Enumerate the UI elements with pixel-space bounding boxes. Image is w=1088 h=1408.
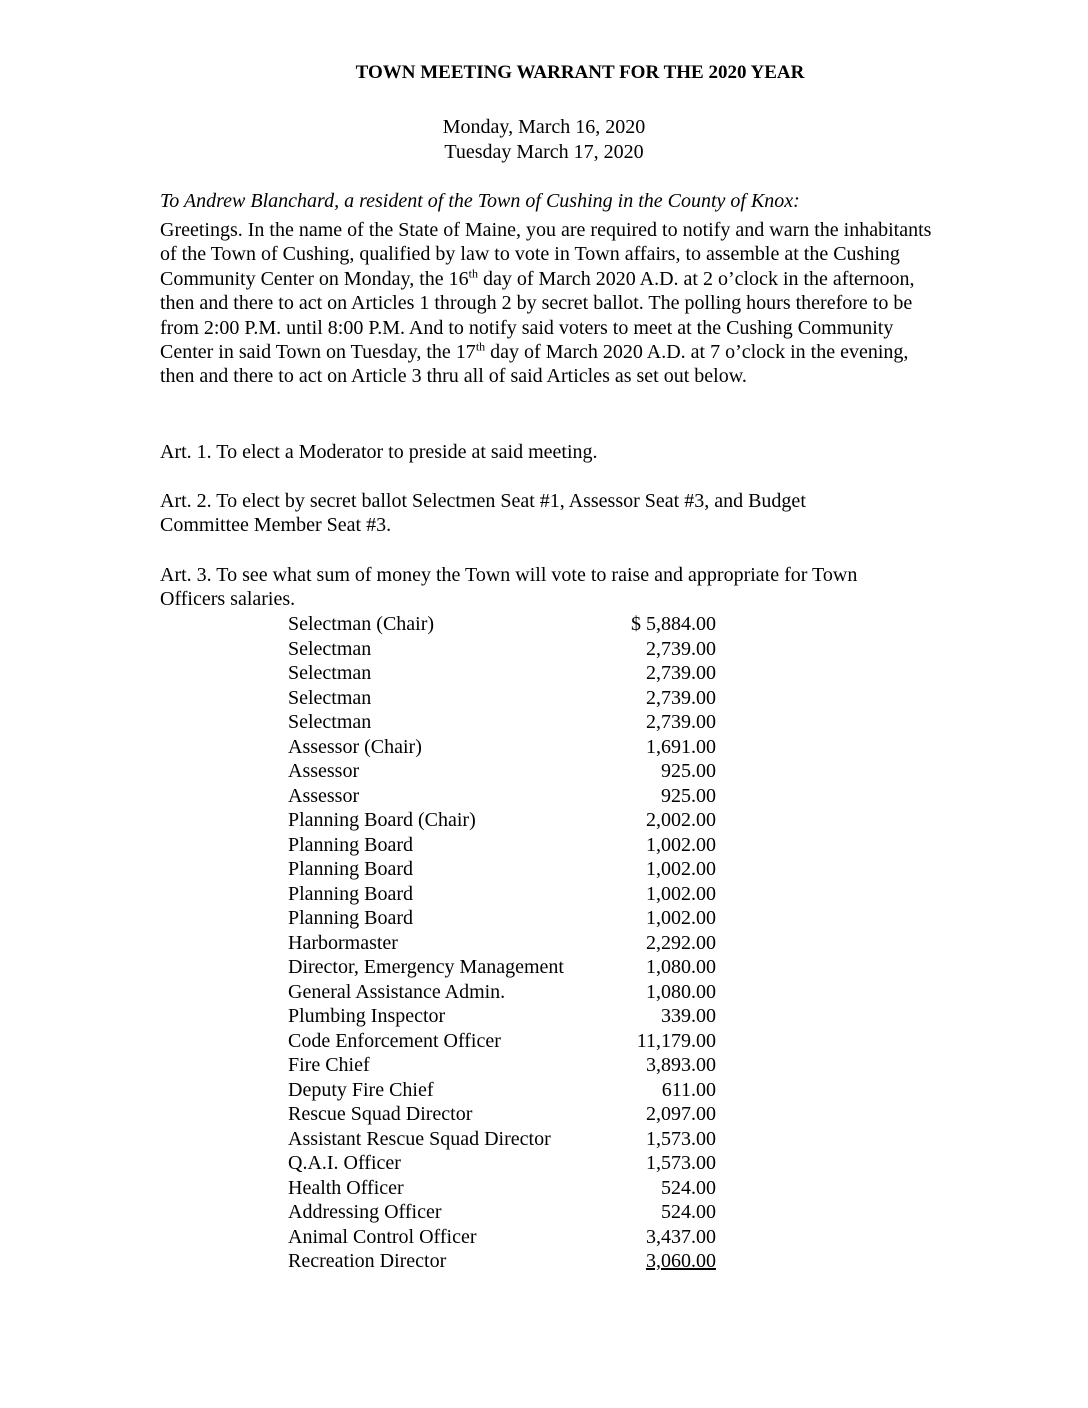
salary-row (288, 759, 716, 784)
salary-row (288, 1225, 716, 1250)
document-title: TOWN MEETING WARRANT FOR THE 2020 YEAR (355, 62, 805, 83)
salary-amount-cell (606, 1078, 716, 1103)
salary-amount: 524.00 (661, 1176, 716, 1199)
salary-amount: 2,002.00 (646, 809, 716, 831)
salary-position: Q.A.I. Officer (288, 1152, 401, 1174)
salary-amount-cell (606, 857, 716, 882)
salary-position: Animal Control Officer (288, 1225, 477, 1248)
salary-position: Fire Chief (288, 1054, 370, 1076)
salary-amount: 1,691.00 (646, 735, 716, 758)
salary-amount: 1,573.00 (646, 1127, 716, 1150)
salary-position: Selectman (288, 637, 372, 660)
greeting-text-3: day of March 2020 A.D. at 7 o’clock in the evening, then and there to act on Article 3 thru all of said Articles as set out below. (160, 341, 909, 388)
salary-amount-cell (606, 931, 716, 956)
salary-position: Selectman (288, 686, 372, 709)
salary-amount: 1,002.00 (646, 833, 716, 856)
salary-amount-cell (606, 784, 716, 809)
salary-row (288, 955, 716, 980)
salary-row (288, 710, 716, 735)
salary-position: Code Enforcement Officer (288, 1029, 501, 1052)
salary-row (288, 1029, 716, 1054)
salary-row (288, 637, 716, 662)
salary-table (288, 612, 716, 1274)
salary-row (288, 857, 716, 882)
salary-amount: 1,080.00 (646, 980, 716, 1003)
salary-row (288, 1249, 716, 1274)
salary-row (288, 882, 716, 907)
salary-amount-cell (606, 637, 716, 662)
salary-amount: 925.00 (661, 760, 716, 782)
salary-row (288, 1102, 716, 1127)
salary-position: Addressing Officer (288, 1201, 442, 1223)
salary-amount-cell (606, 686, 716, 711)
salary-amount: 3,060.00 (646, 1250, 716, 1272)
salary-position: Harbormaster (288, 931, 398, 954)
greeting-text-2: day of March 2020 A.D. at 2 o’clock in the afternoon, then and there to act on Articles 1 through 2 by secret ballot. The polling hours therefore to be from 2:00 P.M. until 8:00 P.M. And to notify said voters to meet at the Cushing Community Center in said Town on Tuesday, the 17 (160, 267, 915, 364)
salary-position: Rescue Squad Director (288, 1103, 473, 1125)
salary-amount: 524.00 (661, 1201, 716, 1223)
meeting-date-2: Tuesday March 17, 2020 (444, 141, 644, 163)
article-3: Art. 3. To see what sum of money the Town will vote to raise and appropriate for Town Officers salaries. (160, 564, 858, 611)
salary-amount: 2,739.00 (646, 686, 716, 709)
salary-amount: 339.00 (661, 1005, 716, 1027)
salary-amount-cell (606, 1151, 716, 1176)
salary-amount: 3,893.00 (646, 1054, 716, 1076)
salary-row (288, 1176, 716, 1201)
salary-amount-cell (606, 710, 716, 735)
salary-amount: 3,437.00 (646, 1225, 716, 1248)
salary-position: Selectman (288, 711, 372, 733)
salary-amount-cell (606, 882, 716, 907)
salary-position: Planning Board (Chair) (288, 809, 476, 831)
salary-row (288, 1151, 716, 1176)
salary-row (288, 1127, 716, 1152)
salary-position: Planning Board (288, 907, 413, 929)
salary-position: Recreation Director (288, 1250, 447, 1272)
salary-amount-cell (606, 1029, 716, 1054)
salary-amount: 1,002.00 (646, 882, 716, 905)
salary-amount-cell (606, 1053, 716, 1078)
salary-amount: 1,080.00 (646, 956, 716, 978)
salary-position: Assessor (Chair) (288, 735, 422, 758)
salary-row (288, 661, 716, 686)
salary-position: Selectman (288, 662, 372, 684)
greeting-paragraph (160, 218, 935, 389)
salary-amount-cell (606, 1004, 716, 1029)
salary-row (288, 612, 716, 637)
addressee-line: To Andrew Blanchard, a resident of the Town of Cushing in the County of Knox: (160, 190, 800, 212)
salary-amount-cell (606, 661, 716, 686)
salary-amount-cell (606, 1127, 716, 1152)
salary-amount: 1,573.00 (646, 1152, 716, 1174)
salary-position: Selectman (Chair) (288, 613, 435, 635)
salary-amount-cell (606, 1249, 716, 1274)
salary-row (288, 931, 716, 956)
salary-position: Assistant Rescue Squad Director (288, 1127, 551, 1150)
salary-amount-cell (606, 1225, 716, 1250)
salary-row (288, 1053, 716, 1078)
ordinal-suffix-2: th (475, 339, 486, 354)
salary-amount: 1,002.00 (646, 907, 716, 929)
salary-position: Assessor (288, 760, 360, 782)
salary-position: Planning Board (288, 882, 413, 905)
salary-position: Planning Board (288, 858, 413, 880)
salary-amount: 611.00 (661, 1078, 716, 1101)
salary-amount-cell (606, 808, 716, 833)
salary-row (288, 1004, 716, 1029)
salary-row (288, 1078, 716, 1103)
salary-amount-cell (606, 735, 716, 760)
salary-amount-cell (606, 1176, 716, 1201)
salary-amount: $ 5,884.00 (631, 613, 716, 635)
salary-amount: 2,097.00 (646, 1103, 716, 1125)
salary-table-body (288, 612, 716, 1274)
salary-position: Director, Emergency Management (288, 956, 564, 978)
salary-row (288, 808, 716, 833)
salary-row (288, 980, 716, 1005)
salary-amount-cell (606, 612, 716, 637)
salary-amount-cell (606, 955, 716, 980)
salary-position: Assessor (288, 784, 360, 807)
article-1: Art. 1. To elect a Moderator to preside at said meeting. (160, 441, 598, 463)
salary-amount: 2,739.00 (646, 662, 716, 684)
salary-row (288, 906, 716, 931)
salary-position: Plumbing Inspector (288, 1005, 446, 1027)
salary-amount: 925.00 (661, 784, 716, 807)
salary-row (288, 686, 716, 711)
salary-position: Planning Board (288, 833, 413, 856)
salary-amount: 2,739.00 (646, 711, 716, 733)
salary-row (288, 1200, 716, 1225)
salary-amount: 2,292.00 (646, 931, 716, 954)
salary-position: General Assistance Admin. (288, 980, 506, 1003)
salary-amount-cell (606, 759, 716, 784)
ordinal-suffix-1: th (468, 266, 479, 281)
salary-amount: 1,002.00 (646, 858, 716, 880)
salary-amount-cell (606, 833, 716, 858)
salary-row (288, 833, 716, 858)
salary-position: Health Officer (288, 1176, 404, 1199)
salary-amount: 11,179.00 (636, 1029, 716, 1052)
salary-amount-cell (606, 1102, 716, 1127)
salary-amount-cell (606, 980, 716, 1005)
salary-position: Deputy Fire Chief (288, 1078, 434, 1101)
meeting-date-1: Monday, March 16, 2020 (442, 116, 646, 138)
salary-amount-cell (606, 906, 716, 931)
salary-row (288, 784, 716, 809)
salary-amount: 2,739.00 (646, 637, 716, 660)
article-2: Art. 2. To elect by secret ballot Selectmen Seat #1, Assessor Seat #3, and Budget Committee Member Seat #3. (160, 490, 806, 537)
salary-row (288, 735, 716, 760)
salary-amount-cell (606, 1200, 716, 1225)
greeting-text-1: Greetings. In the name of the State of Maine, you are required to notify and warn the inhabitants of the Town of Cushing, qualified by law to vote in Town affairs, to assemble at the Cushing Community Center on Monday, the 16 (160, 219, 932, 290)
